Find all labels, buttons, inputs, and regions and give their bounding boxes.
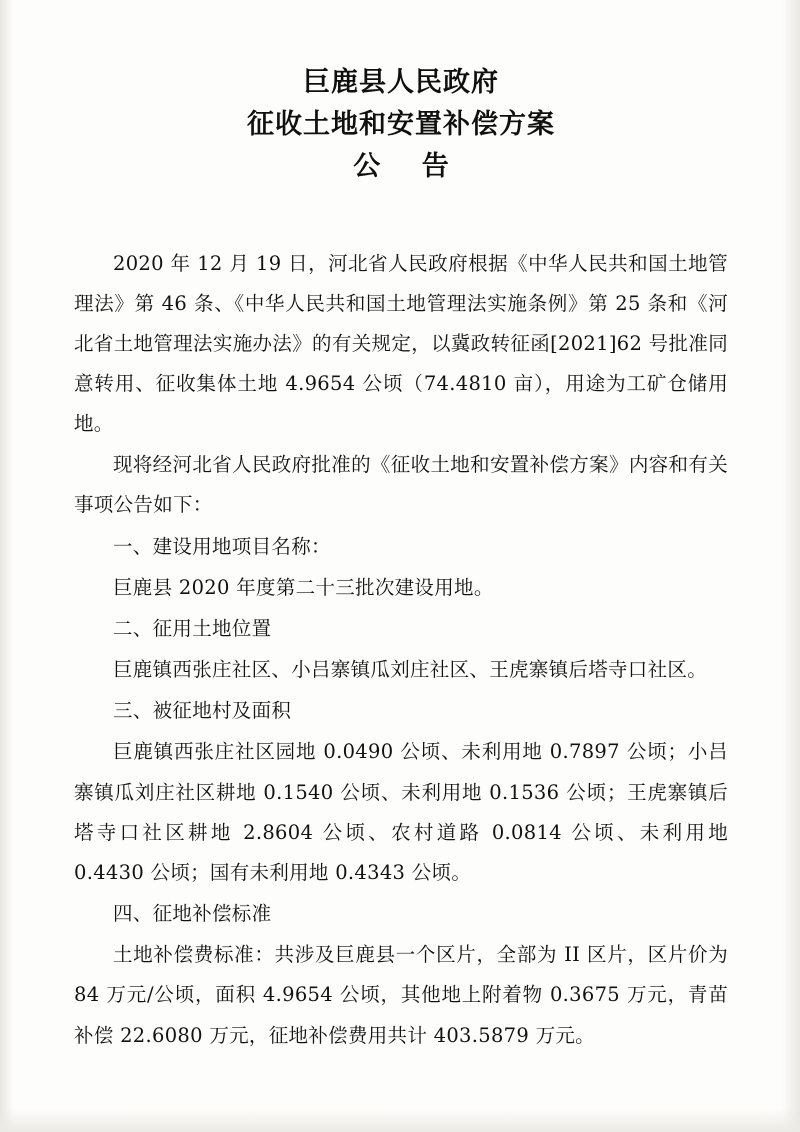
- paragraph-compensation-standard: 土地补偿费标准：共涉及巨鹿县一个区片，全部为 II 区片，区片价为 84 万元/公顷，面积 4.9654 公顷，其他地上附着物 0.3675 万元，青苗补偿 22.6080 万元，征地补偿费用共计 403.5879 万元。: [74, 943, 728, 1047]
- section-heading-2: 二、征用土地位置: [113, 616, 272, 640]
- section-heading-4: 四、征地补偿标准: [113, 902, 272, 926]
- section-heading-1: 一、建设用地项目名称：: [113, 534, 331, 558]
- page-subtitle: 征收土地和安置补偿方案: [247, 108, 555, 140]
- document-body: [74, 244, 728, 1056]
- paragraph-1: 2020 年 12 月 19 日，河北省人民政府根据《中华人民共和国土地管理法》第 46 条、《中华人民共和国土地管理法实施条例》第 25 条和《河北省土地管理法实施办法》的有关规定，以冀政转征函[2021]62 号批准同意转用、征收集体土地 4.9654 公顷（74.4810 亩），用途为工矿仓储用地。: [74, 251, 728, 436]
- page-title-notice: 公 告: [353, 150, 465, 182]
- page-edge-shadow-bottom: [0, 1108, 800, 1132]
- section-heading-3: 三、被征地村及面积: [113, 699, 292, 723]
- paragraph-land-location: 巨鹿镇西张庄社区、小吕寨镇瓜刘庄社区、王虎寨镇后塔寺口社区。: [113, 658, 708, 682]
- page-title: 巨鹿县人民政府: [303, 67, 499, 98]
- document-title-block: [74, 62, 728, 188]
- paragraph-village-area: 巨鹿镇西张庄社区园地 0.0490 公顷、未利用地 0.7897 公顷；小吕寨镇瓜刘庄社区耕地 0.1540 公顷、未利用地 0.1536 公顷；王虎寨镇后塔寺口社区耕地 2.8604 公顷、农村道路 0.0814 公顷、未利用地 0.4430 公顷；国有未利用地 0.4343 公顷。: [74, 740, 728, 884]
- paragraph-project-name: 巨鹿县 2020 年度第二十三批次建设用地。: [113, 575, 494, 599]
- paragraph-2: 现将经河北省人民政府批准的《征收土地和安置补偿方案》内容和有关事项公告如下：: [74, 453, 728, 517]
